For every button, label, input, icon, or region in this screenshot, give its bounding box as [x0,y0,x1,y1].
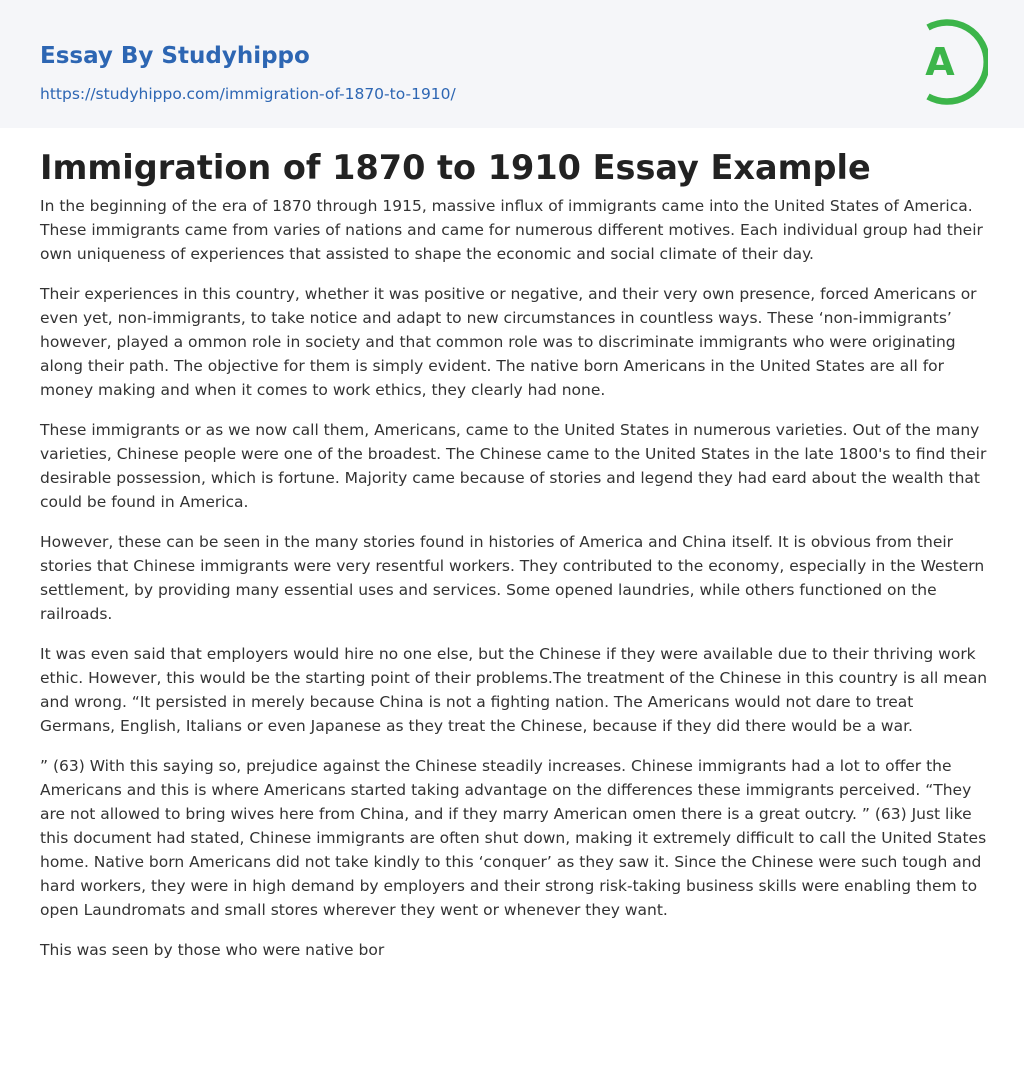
paragraph-1: In the beginning of the era of 1870 through 1915, massive influx of immigrants came into the United States of America. These immigrants came from varies of nations and came for numerous different motives. Each individual group had their own uniqueness of experiences that assisted to shape the economic and social climate of their day. [40,197,983,263]
paragraph-6: ” (63) With this saying so, prejudice against the Chinese steadily increases. Chinese immigrants had a lot to offer the Americans and this is where Americans started taking advantage on the differences these immigrants perceived. “They are not allowed to bring wives here from China, and if they marry American omen there is a great outcry. ” (63) Just like this document had stated, Chinese immigrants are often shut down, making it extremely difficult to call the United States home. Native born Americans did not take kindly to this ‘conquer’ as they saw it. Since the Chinese were such tough and hard workers, they were in high demand by employers and their strong risk-taking business skills were enabling them to open Laundromats and small stores wherever they went or whenever they want. [40,757,987,919]
logo-letter: A [925,40,955,84]
paragraph-5: It was even said that employers would hire no one else, but the Chinese if they were available due to their thriving work ethic. However, this would be the starting point of their problems.The treatment of the Chinese in this country is all mean and wrong. “It persisted in merely because China is not a fighting nation. The Americans would not dare to treat Germans, English, Italians or even Japanese as they treat the Chinese, because if they did there would be a war. [40,645,988,735]
paragraph-4: However, these can be seen in the many stories found in histories of America and China itself. It is obvious from their stories that Chinese immigrants were very resentful workers. They contributed to the economy, especially in the Western settlement, by providing many essential uses and services. Some opened laundries, while others functioned on the railroads. [40,533,985,623]
paragraph-2: Their experiences in this country, whether it was positive or negative, and their very own presence, forced Americans or even yet, non-immigrants, to take notice and adapt to new circumstances in countless ways. These ‘non-immigrants’ however, played a ommon role in society and that common role was to discriminate immigrants who were originating along their path. The objective for them is simply evident. The native born Americans in the United States are all for money making and when it comes to work ethics, they clearly had none. [40,285,977,399]
essay-url-link[interactable]: https://studyhippo.com/immigration-of-1870-to-1910/ [40,85,456,103]
paragraph-3: These immigrants or as we now call them, Americans, came to the United States in numerous varieties. Out of the many varieties, Chinese people were one of the broadest. The Chinese came to the United States in the late 1800's to find their desirable possession, which is fortune. Majority came because of stories and legend they had eard about the wealth that could be found in America. [40,421,987,511]
essay-title: Immigration of 1870 to 1910 Essay Example [40,148,871,187]
article-content [40,128,988,978]
studyhippo-logo-icon[interactable] [912,18,988,106]
paragraph-7: This was seen by those who were native bor [40,941,385,959]
site-header [0,0,1024,128]
brand-title[interactable]: Essay By Studyhippo [40,43,310,69]
